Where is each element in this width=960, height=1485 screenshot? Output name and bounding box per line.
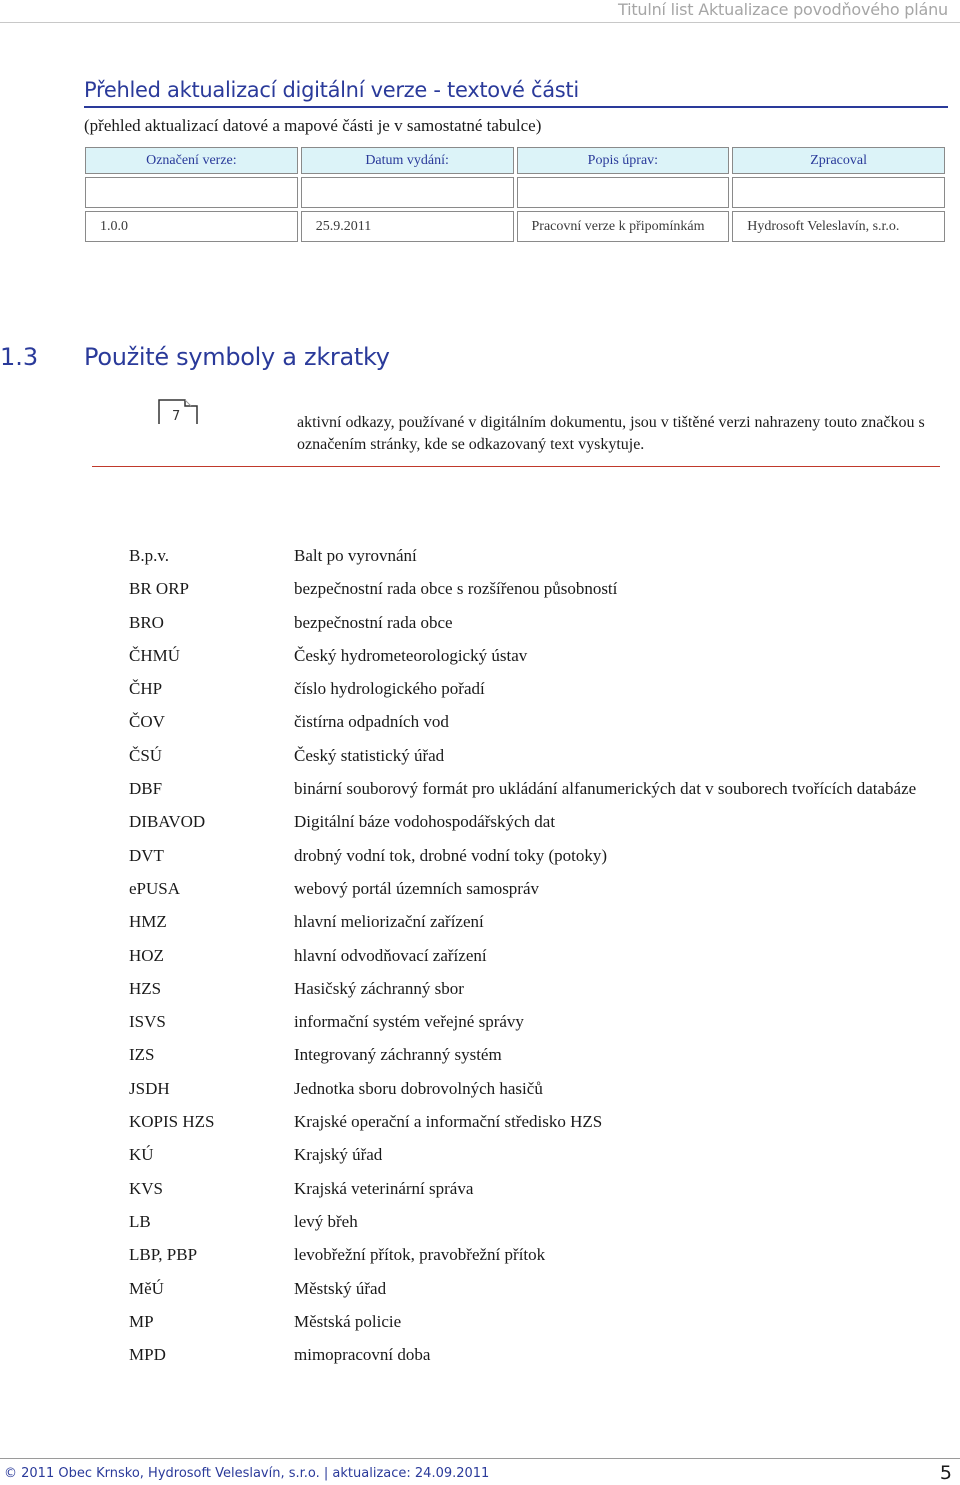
page-number: 5 bbox=[939, 1462, 952, 1484]
abbreviation-meaning: Balt po vyrovnání bbox=[294, 546, 417, 565]
abbreviation-meaning: webový portál územních samospráv bbox=[294, 878, 540, 898]
table-row bbox=[85, 177, 945, 208]
abbreviation-meaning: levý břeh bbox=[294, 1211, 358, 1231]
heading-number: 1.3 bbox=[0, 343, 39, 371]
list-item bbox=[0, 1137, 960, 1170]
abbreviation-meaning: drobný vodní tok, drobné vodní toky (potoky) bbox=[294, 845, 608, 865]
abbreviation-meaning: bezpečnostní rada obce s rozšířenou působností bbox=[294, 579, 618, 599]
list-item bbox=[0, 804, 960, 837]
abbreviation-term: ČHMÚ bbox=[129, 645, 181, 665]
list-item bbox=[0, 904, 960, 937]
list-item bbox=[0, 704, 960, 737]
abbreviation-meaning: binární souborový formát pro ukládání alfanumerických dat v souborech tvořících databáze bbox=[294, 779, 917, 799]
section-title: Přehled aktualizací digitální verze - textové části bbox=[84, 78, 579, 102]
abbreviation-list bbox=[0, 538, 960, 1370]
list-item bbox=[0, 1004, 960, 1037]
column-header-author: Zpracoval bbox=[732, 147, 945, 174]
footer-divider bbox=[0, 1458, 960, 1459]
abbreviation-term: B.p.v. bbox=[129, 546, 169, 565]
abbreviation-term: ePUSA bbox=[129, 878, 181, 898]
abbreviation-meaning: Jednotka sboru dobrovolných hasičů bbox=[294, 1078, 543, 1098]
abbreviation-meaning: hlavní meliorizační zařízení bbox=[294, 912, 484, 932]
abbreviation-term: KÚ bbox=[129, 1145, 154, 1165]
abbreviation-term: DVT bbox=[129, 845, 164, 865]
list-item bbox=[0, 938, 960, 971]
footer-copyright: © 2011 Obec Krnsko, Hydrosoft Veleslavín, s.r.o. | aktualizace: 24.09.2011 bbox=[4, 1466, 490, 1481]
abbreviation-meaning: levobřežní přítok, pravobřežní přítok bbox=[294, 1245, 546, 1265]
table-row bbox=[85, 211, 945, 242]
list-item bbox=[0, 1204, 960, 1237]
abbreviation-term: ISVS bbox=[129, 1012, 166, 1032]
abbreviation-meaning: Hasičský záchranný sbor bbox=[294, 978, 464, 998]
heading-title: Použité symboly a zkratky bbox=[84, 343, 390, 371]
table-cell bbox=[85, 177, 298, 208]
abbreviation-term: KOPIS HZS bbox=[129, 1112, 215, 1132]
list-item bbox=[0, 571, 960, 604]
abbreviation-meaning: Městský úřad bbox=[294, 1278, 387, 1298]
column-header-version: Označení verze: bbox=[85, 147, 298, 174]
abbreviation-term: BRO bbox=[129, 612, 164, 632]
abbreviation-term: ČHP bbox=[129, 679, 163, 699]
revision-table-header-row bbox=[85, 147, 945, 174]
list-item bbox=[0, 838, 960, 871]
list-item bbox=[0, 1304, 960, 1337]
section-title-underline bbox=[84, 106, 948, 108]
abbreviation-meaning: bezpečnostní rada obce bbox=[294, 612, 453, 632]
list-item bbox=[0, 538, 960, 571]
abbreviation-term: LBP, PBP bbox=[129, 1245, 198, 1265]
list-item bbox=[0, 871, 960, 904]
table-cell: 1.0.0 bbox=[85, 211, 298, 242]
table-cell bbox=[517, 177, 730, 208]
table-cell bbox=[732, 177, 945, 208]
list-item bbox=[0, 1337, 960, 1370]
list-item bbox=[0, 605, 960, 638]
list-item bbox=[0, 638, 960, 671]
abbreviation-term: ČOV bbox=[129, 712, 165, 732]
abbreviation-meaning: Integrovaný záchranný systém bbox=[294, 1045, 502, 1065]
abbreviation-meaning: informační systém veřejné správy bbox=[294, 1012, 524, 1032]
column-header-description: Popis úprav: bbox=[517, 147, 730, 174]
list-item bbox=[0, 1271, 960, 1304]
list-item bbox=[0, 1037, 960, 1070]
symbol-description: aktivní odkazy, používané v digitálním dokumentu, jsou v tištěné verzi nahrazeny touto značkou s označením stránky, kde se odkazovaný text vyskytuje. bbox=[297, 414, 925, 453]
abbreviation-meaning: Krajská veterinární správa bbox=[294, 1178, 474, 1198]
abbreviation-term: DIBAVOD bbox=[129, 812, 206, 832]
abbreviation-meaning: mimopracovní doba bbox=[294, 1345, 431, 1365]
column-header-date: Datum vydání: bbox=[301, 147, 514, 174]
list-item bbox=[0, 1071, 960, 1104]
table-cell bbox=[301, 177, 514, 208]
list-item bbox=[0, 1171, 960, 1204]
header-divider bbox=[0, 22, 960, 23]
list-item bbox=[0, 1104, 960, 1137]
abbreviation-meaning: Městská policie bbox=[294, 1311, 402, 1331]
running-header-title: Titulní list Aktualizace povodňového plánu bbox=[618, 0, 948, 19]
section-divider bbox=[92, 466, 940, 467]
abbreviation-meaning: Digitální báze vodohospodářských dat bbox=[294, 812, 556, 832]
abbreviation-meaning: Krajské operační a informační středisko HZS bbox=[294, 1112, 603, 1132]
abbreviation-term: MP bbox=[129, 1311, 154, 1331]
abbreviation-meaning: Český statistický úřad bbox=[294, 745, 445, 765]
abbreviation-term: MPD bbox=[129, 1345, 166, 1365]
abbreviation-term: DBF bbox=[129, 779, 163, 799]
abbreviation-term: BR ORP bbox=[129, 579, 189, 599]
abbreviation-meaning: Krajský úřad bbox=[294, 1145, 383, 1165]
abbreviation-term: ČSÚ bbox=[129, 745, 163, 765]
abbreviation-term: LB bbox=[129, 1211, 151, 1231]
revision-table bbox=[82, 144, 948, 245]
abbreviation-meaning: čistírna odpadních vod bbox=[294, 712, 449, 732]
list-item bbox=[0, 771, 960, 804]
table-cell: Hydrosoft Veleslavín, s.r.o. bbox=[732, 211, 945, 242]
list-item bbox=[0, 1237, 960, 1270]
list-item bbox=[0, 671, 960, 704]
table-cell: Pracovní verze k připomínkám bbox=[517, 211, 730, 242]
abbreviation-term: HMZ bbox=[129, 912, 167, 932]
abbreviation-term: HOZ bbox=[129, 945, 164, 965]
abbreviation-meaning: Český hydrometeorologický ústav bbox=[294, 645, 528, 665]
abbreviation-term: IZS bbox=[129, 1045, 155, 1065]
section-subtitle: (přehled aktualizací datové a mapové části je v samostatné tabulce) bbox=[84, 116, 542, 135]
page-reference-number: 7 bbox=[172, 409, 181, 424]
abbreviation-meaning: číslo hydrologického pořadí bbox=[294, 679, 485, 699]
list-item bbox=[0, 971, 960, 1004]
page-reference-icon bbox=[157, 398, 199, 426]
abbreviation-meaning: hlavní odvodňovací zařízení bbox=[294, 945, 487, 965]
abbreviation-term: KVS bbox=[129, 1178, 164, 1198]
list-item bbox=[0, 738, 960, 771]
table-cell: 25.9.2011 bbox=[301, 211, 514, 242]
abbreviation-term: HZS bbox=[129, 978, 162, 998]
abbreviation-term: MěÚ bbox=[129, 1278, 164, 1298]
abbreviation-term: JSDH bbox=[129, 1078, 170, 1098]
